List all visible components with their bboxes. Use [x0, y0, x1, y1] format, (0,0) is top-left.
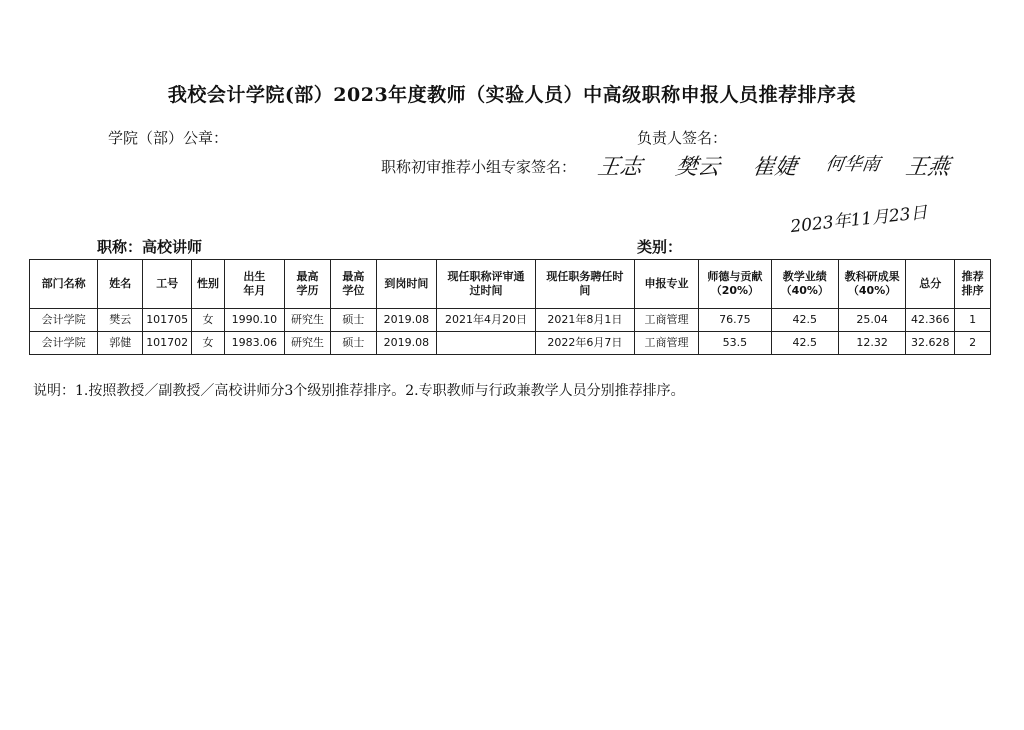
column-header: 姓名: [98, 260, 143, 309]
table-cell: 1990.10: [224, 309, 284, 332]
table-cell: 会计学院: [30, 309, 98, 332]
table-cell: 樊云: [98, 309, 143, 332]
table-cell: 101705: [143, 309, 192, 332]
column-header: 师德与贡献 （20%）: [699, 260, 771, 309]
expert-signature-4: 何华南: [824, 154, 882, 175]
signature-date: 2023年11月23日: [789, 202, 929, 238]
table-cell: 女: [192, 309, 225, 332]
expert-signature-2: 樊云: [673, 155, 722, 180]
table-cell: 硕士: [330, 309, 376, 332]
table-cell: 1: [955, 309, 991, 332]
expert-signature-1: 王志: [595, 155, 644, 180]
table-cell: 53.5: [699, 332, 771, 355]
column-header: 性别: [192, 260, 225, 309]
table-cell: 研究生: [285, 309, 331, 332]
column-header: 申报专业: [634, 260, 698, 309]
table-cell: 女: [192, 332, 225, 355]
table-cell: 32.628: [906, 332, 955, 355]
table-cell: [437, 332, 536, 355]
note-text: 说明：1.按照教授／副教授／高校讲师分3个级别推荐排序。2.专职教师与行政兼教学人员分别推荐排序。: [33, 383, 685, 399]
table-cell: 2021年8月1日: [535, 309, 634, 332]
table-cell: 101702: [143, 332, 192, 355]
table-cell: 42.366: [906, 309, 955, 332]
column-header: 出生 年月: [224, 260, 284, 309]
document-title: 我校会计学院(部）2023年度教师（实验人员）中高级职称申报人员推荐排序表: [167, 84, 857, 106]
table-cell: 硕士: [330, 332, 376, 355]
category-label: 类别：: [637, 238, 683, 256]
recommendation-table: [29, 259, 991, 355]
leader-sign-label: 负责人签名：: [637, 129, 728, 147]
table-cell: 2021年4月20日: [437, 309, 536, 332]
table-row: [30, 309, 991, 332]
table-cell: 研究生: [285, 332, 331, 355]
expert-signature-3: 崔婕: [750, 155, 799, 180]
column-header: 部门名称: [30, 260, 98, 309]
column-header: 最高 学历: [285, 260, 331, 309]
column-header: 到岗时间: [376, 260, 436, 309]
table-cell: 工商管理: [634, 332, 698, 355]
table-header-row: [30, 260, 991, 309]
column-header: 工号: [143, 260, 192, 309]
expert-signature-5: 王燕: [903, 155, 952, 180]
table-row: [30, 332, 991, 355]
table-cell: 会计学院: [30, 332, 98, 355]
college-seal-label: 学院（部）公章：: [108, 129, 229, 147]
column-header: 最高 学位: [330, 260, 376, 309]
column-header: 现任职务聘任时 间: [535, 260, 634, 309]
table-cell: 42.5: [771, 332, 838, 355]
table-cell: 25.04: [838, 309, 905, 332]
column-header: 教科研成果 （40%）: [838, 260, 905, 309]
table-cell: 郭健: [98, 332, 143, 355]
table-cell: 2019.08: [376, 309, 436, 332]
table-cell: 1983.06: [224, 332, 284, 355]
column-header: 现任职称评审通 过时间: [437, 260, 536, 309]
table-cell: 2022年6月7日: [535, 332, 634, 355]
title-rank-label: 职称：高校讲师: [97, 238, 203, 256]
table-cell: 工商管理: [634, 309, 698, 332]
column-header: 推荐 排序: [955, 260, 991, 309]
expert-sign-label: 职称初审推荐小组专家签名：: [381, 158, 577, 176]
table-cell: 2019.08: [376, 332, 436, 355]
table-cell: 12.32: [838, 332, 905, 355]
column-header: 教学业绩 （40%）: [771, 260, 838, 309]
table-cell: 2: [955, 332, 991, 355]
table-cell: 76.75: [699, 309, 771, 332]
column-header: 总分: [906, 260, 955, 309]
table-cell: 42.5: [771, 309, 838, 332]
